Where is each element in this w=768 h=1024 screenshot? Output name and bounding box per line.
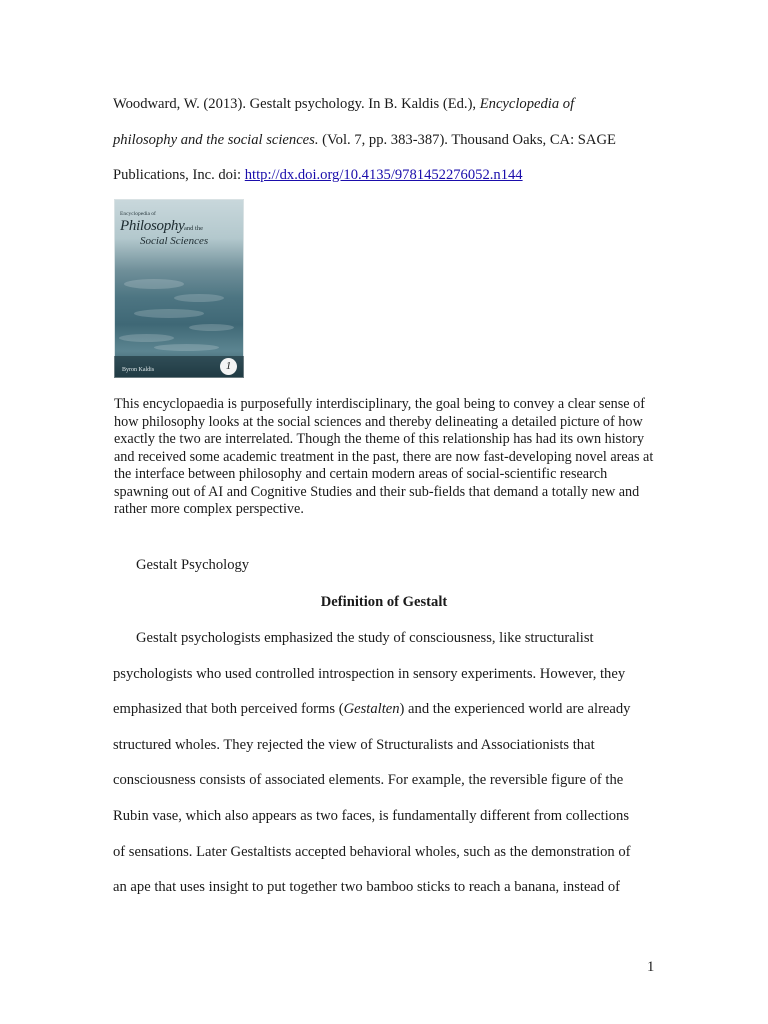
citation-text: Woodward, W. (2013). Gestalt psychology. In B. Kaldis (Ed.), [113, 96, 480, 112]
body-line-8: an ape that uses insight to put together two bamboo sticks to reach a banana, instead of [113, 879, 620, 895]
body-line-3-post: ) and the experienced world are already [399, 701, 631, 717]
cover-editor: Byron Kaldis [122, 367, 155, 373]
body-line-5: consciousness consists of associated elements. For example, the reversible figure of the [113, 772, 624, 788]
cover-title-connector: and the [184, 225, 203, 232]
body-line-4: structured wholes. They rejected the view of Structuralists and Associationists that [113, 737, 595, 753]
citation-publisher-text: Publications, Inc. doi: [113, 167, 245, 183]
citation-line-1 [113, 95, 574, 113]
doi-link[interactable]: http://dx.doi.org/10.4135/9781452276052.n144 [244, 167, 523, 183]
cover-title-philosophy: Philosophy [120, 218, 185, 234]
cover-pre-title: Encyclopedia of [120, 211, 156, 217]
subheading: Definition of Gestalt [320, 594, 448, 610]
body-line-3-italic: Gestalten [343, 701, 400, 717]
section-title: Gestalt Psychology [136, 557, 250, 573]
body-line-3 [113, 700, 630, 718]
abstract-text: This encyclopaedia is purposefully interdisciplinary, the goal being to convey a clear sense of how philosophy looks at the social sciences and thereby delineating a detailed picture of how exactly the two are interrelated. Though the theme of this relationship has had its own history and received some academic treatment in the past, there are now fast-developing novel areas at the interface between philosophy and certain modern areas of social-scientific research spawning out of AI and Cognitive Studies and their sub-fields that demand a totally new and rather more complex perspective. [114, 396, 654, 517]
body-line-1: Gestalt psychologists emphasized the study of consciousness, like structuralist [136, 630, 594, 646]
citation-title-italic-cont: philosophy and the social sciences. [113, 132, 319, 148]
book-cover-image [114, 199, 244, 378]
body-line-7: of sensations. Later Gestaltists accepted behavioral wholes, such as the demonstration of [113, 844, 631, 860]
cover-title-social-sciences: Social Sciences [140, 235, 209, 247]
citation-title-italic: Encyclopedia of [479, 96, 575, 112]
citation-line-2 [113, 131, 616, 149]
page-number: 1 [647, 959, 655, 975]
body-line-2: psychologists who used controlled introspection in sensory experiments. However, they [113, 666, 626, 682]
body-line-3-pre: emphasized that both perceived forms ( [113, 701, 344, 717]
citation-line-3 [113, 166, 523, 184]
citation-volume-text: (Vol. 7, pp. 383-387). Thousand Oaks, CA: SAGE [318, 132, 616, 148]
abstract-paragraph [114, 396, 659, 519]
body-line-6: Rubin vase, which also appears as two faces, is fundamentally different from collections [113, 808, 630, 824]
cover-volume-badge: 1 [220, 358, 237, 375]
